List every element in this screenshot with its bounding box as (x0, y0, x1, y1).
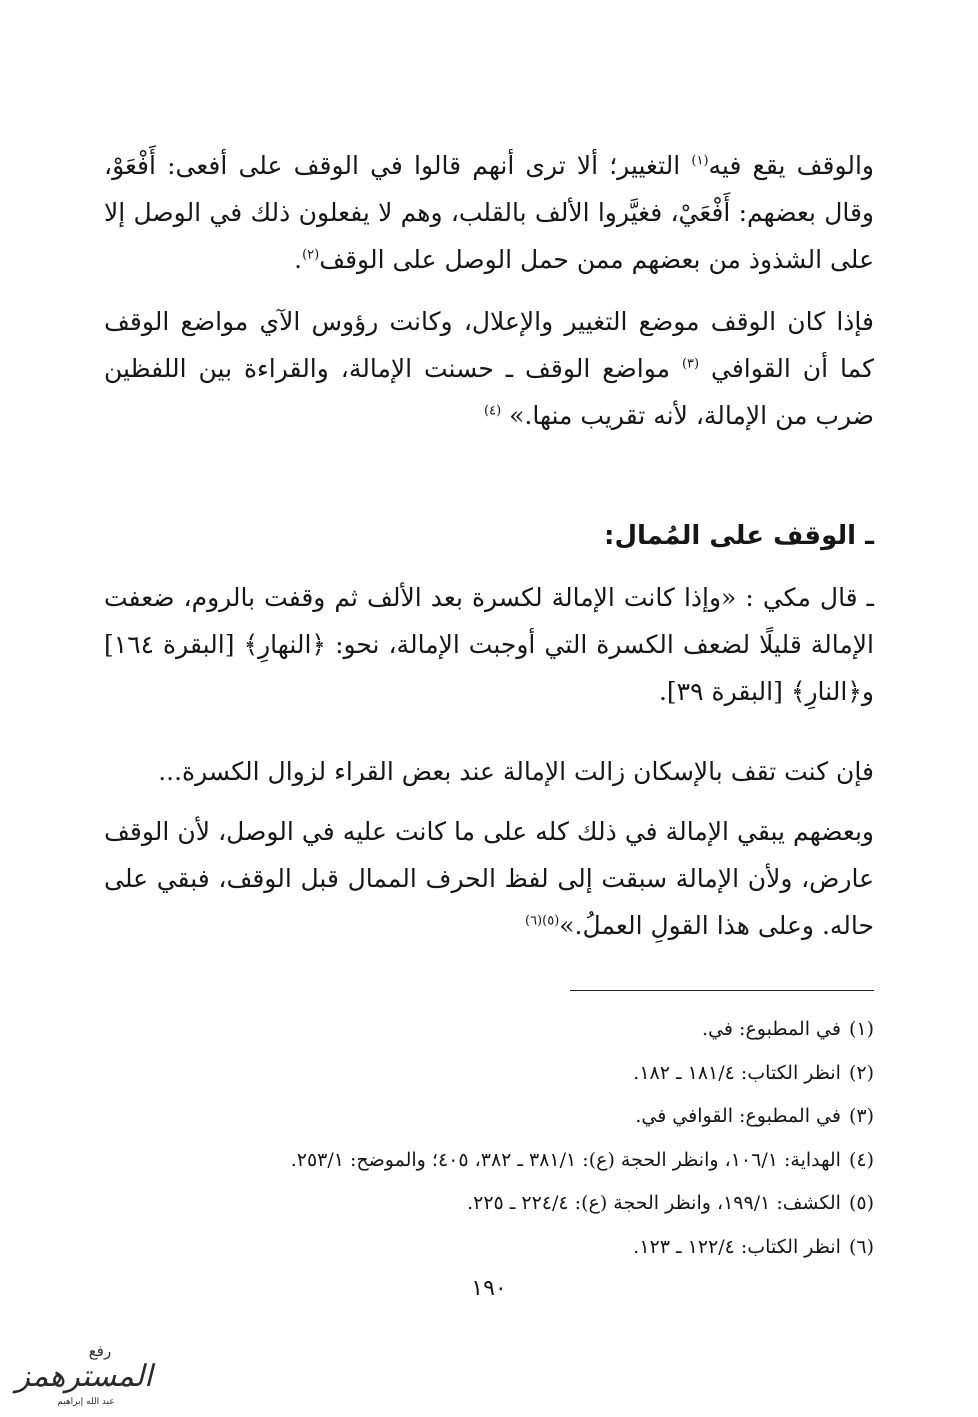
paragraph-text: التغيير؛ ألا ترى أنهم قالوا في الوقف على أفعى: أَفْعَوْ، وقال بعضهم: أَفْعَيْ، فغيَّروا الألف بالقلب، وهم لا يفعلون ذلك في الوصل إلا على الشذوذ من بعضهم ممن حمل الوصل على الوقف (104, 151, 874, 274)
paragraph-1 (104, 142, 874, 283)
footnote-text: انظر الكتاب: ١٨١/٤ ـ ١٨٢. (633, 1061, 841, 1084)
paragraph-text: فإن كنت تقف بالإسكان زالت الإمالة عند بعض القراء لزوال الكسرة... (158, 757, 874, 786)
footnote-marker: (٣) (681, 356, 700, 372)
paragraph-3 (104, 574, 874, 715)
paragraph-text: . (294, 245, 303, 274)
stamp-main-text: المسترهمز (15, 1359, 153, 1394)
paragraph-4 (104, 748, 874, 795)
paragraph-5 (104, 808, 874, 949)
footnote-number: (٣) (848, 1105, 874, 1128)
footnote-item (74, 1008, 874, 1052)
paragraph-text: فإذا كان الوقف موضع التغيير والإعلال، وكانت رؤوس الآي مواضع الوقف كما أن القوافي (104, 307, 874, 383)
footnote-number: (٥) (848, 1192, 874, 1215)
footnote-marker: (٢) (302, 247, 320, 263)
footnote-text: في المطبوع: القوافي في. (635, 1105, 841, 1128)
footnote-item (74, 1095, 874, 1139)
stamp-sub-text: عبد الله إبراهيم (57, 1397, 115, 1407)
footnote-item (74, 1052, 874, 1096)
footnote-separator (570, 990, 874, 991)
footnote-text: في المطبوع: في. (702, 1018, 841, 1040)
footnote-number: (٦) (848, 1235, 874, 1258)
paragraph-text: ـ قال مكي : «وإذا كانت الإمالة لكسرة بعد الألف ثم وقفت بالروم، ضعفت الإمالة قليلًا لضعف الكسرة التي أوجبت الإمالة، نحو: ﴿النهارِ﴾ [البقرة ١٦٤] و﴿النارِ﴾ [البقرة ٣٩]. (104, 583, 874, 706)
footnotes-list (74, 1008, 874, 1270)
stamp-top-word: رفع (88, 1342, 112, 1360)
footnote-number: (٢) (848, 1061, 874, 1084)
footnote-item (74, 1226, 874, 1270)
footnote-item (74, 1182, 874, 1226)
footnote-number: (٤) (848, 1148, 874, 1171)
paragraph-2 (104, 298, 874, 439)
section-heading: ـ الوقف على المُمال: (604, 521, 874, 551)
footnote-text: انظر الكتاب: ١٢٢/٤ ـ ١٢٣. (633, 1235, 841, 1258)
footnote-item (74, 1139, 874, 1183)
calligraphy-stamp-logo (8, 1336, 158, 1412)
footnote-marker: (٤) (484, 403, 502, 419)
paragraph-text: والوقف يقع فيه (708, 151, 874, 180)
footnote-marker: (١) (691, 153, 709, 169)
footnote-number: (١) (848, 1018, 874, 1040)
footnote-marker: (٥)(٦) (524, 913, 560, 929)
page-number: ١٩٠ (471, 1276, 507, 1301)
paragraph-text: مواضع الوقف ـ حسنت الإمالة، والقراءة بين اللفظين ضرب من الإمالة، لأنه تقريب منها.» (104, 354, 874, 430)
footnote-text: الكشف: ١٩٩/١، وانظر الحجة (ع): ٢٢٤/٤ ـ ٢٢٥. (467, 1192, 841, 1215)
paragraph-text: وبعضهم يبقي الإمالة في ذلك كله على ما كانت عليه في الوصل، لأن الوقف عارض، ولأن الإمالة سبقت إلى لفظ الحرف الممال قبل الوقف، فبقي على حاله. وعلى هذا القولِ العملُ.» (104, 817, 874, 940)
footnote-text: الهداية: ١٠٦/١، وانظر الحجة (ع): ٣٨١/١ ـ ٣٨٢، ٤٠٥؛ والموضح: ٢٥٣/١. (290, 1148, 841, 1171)
